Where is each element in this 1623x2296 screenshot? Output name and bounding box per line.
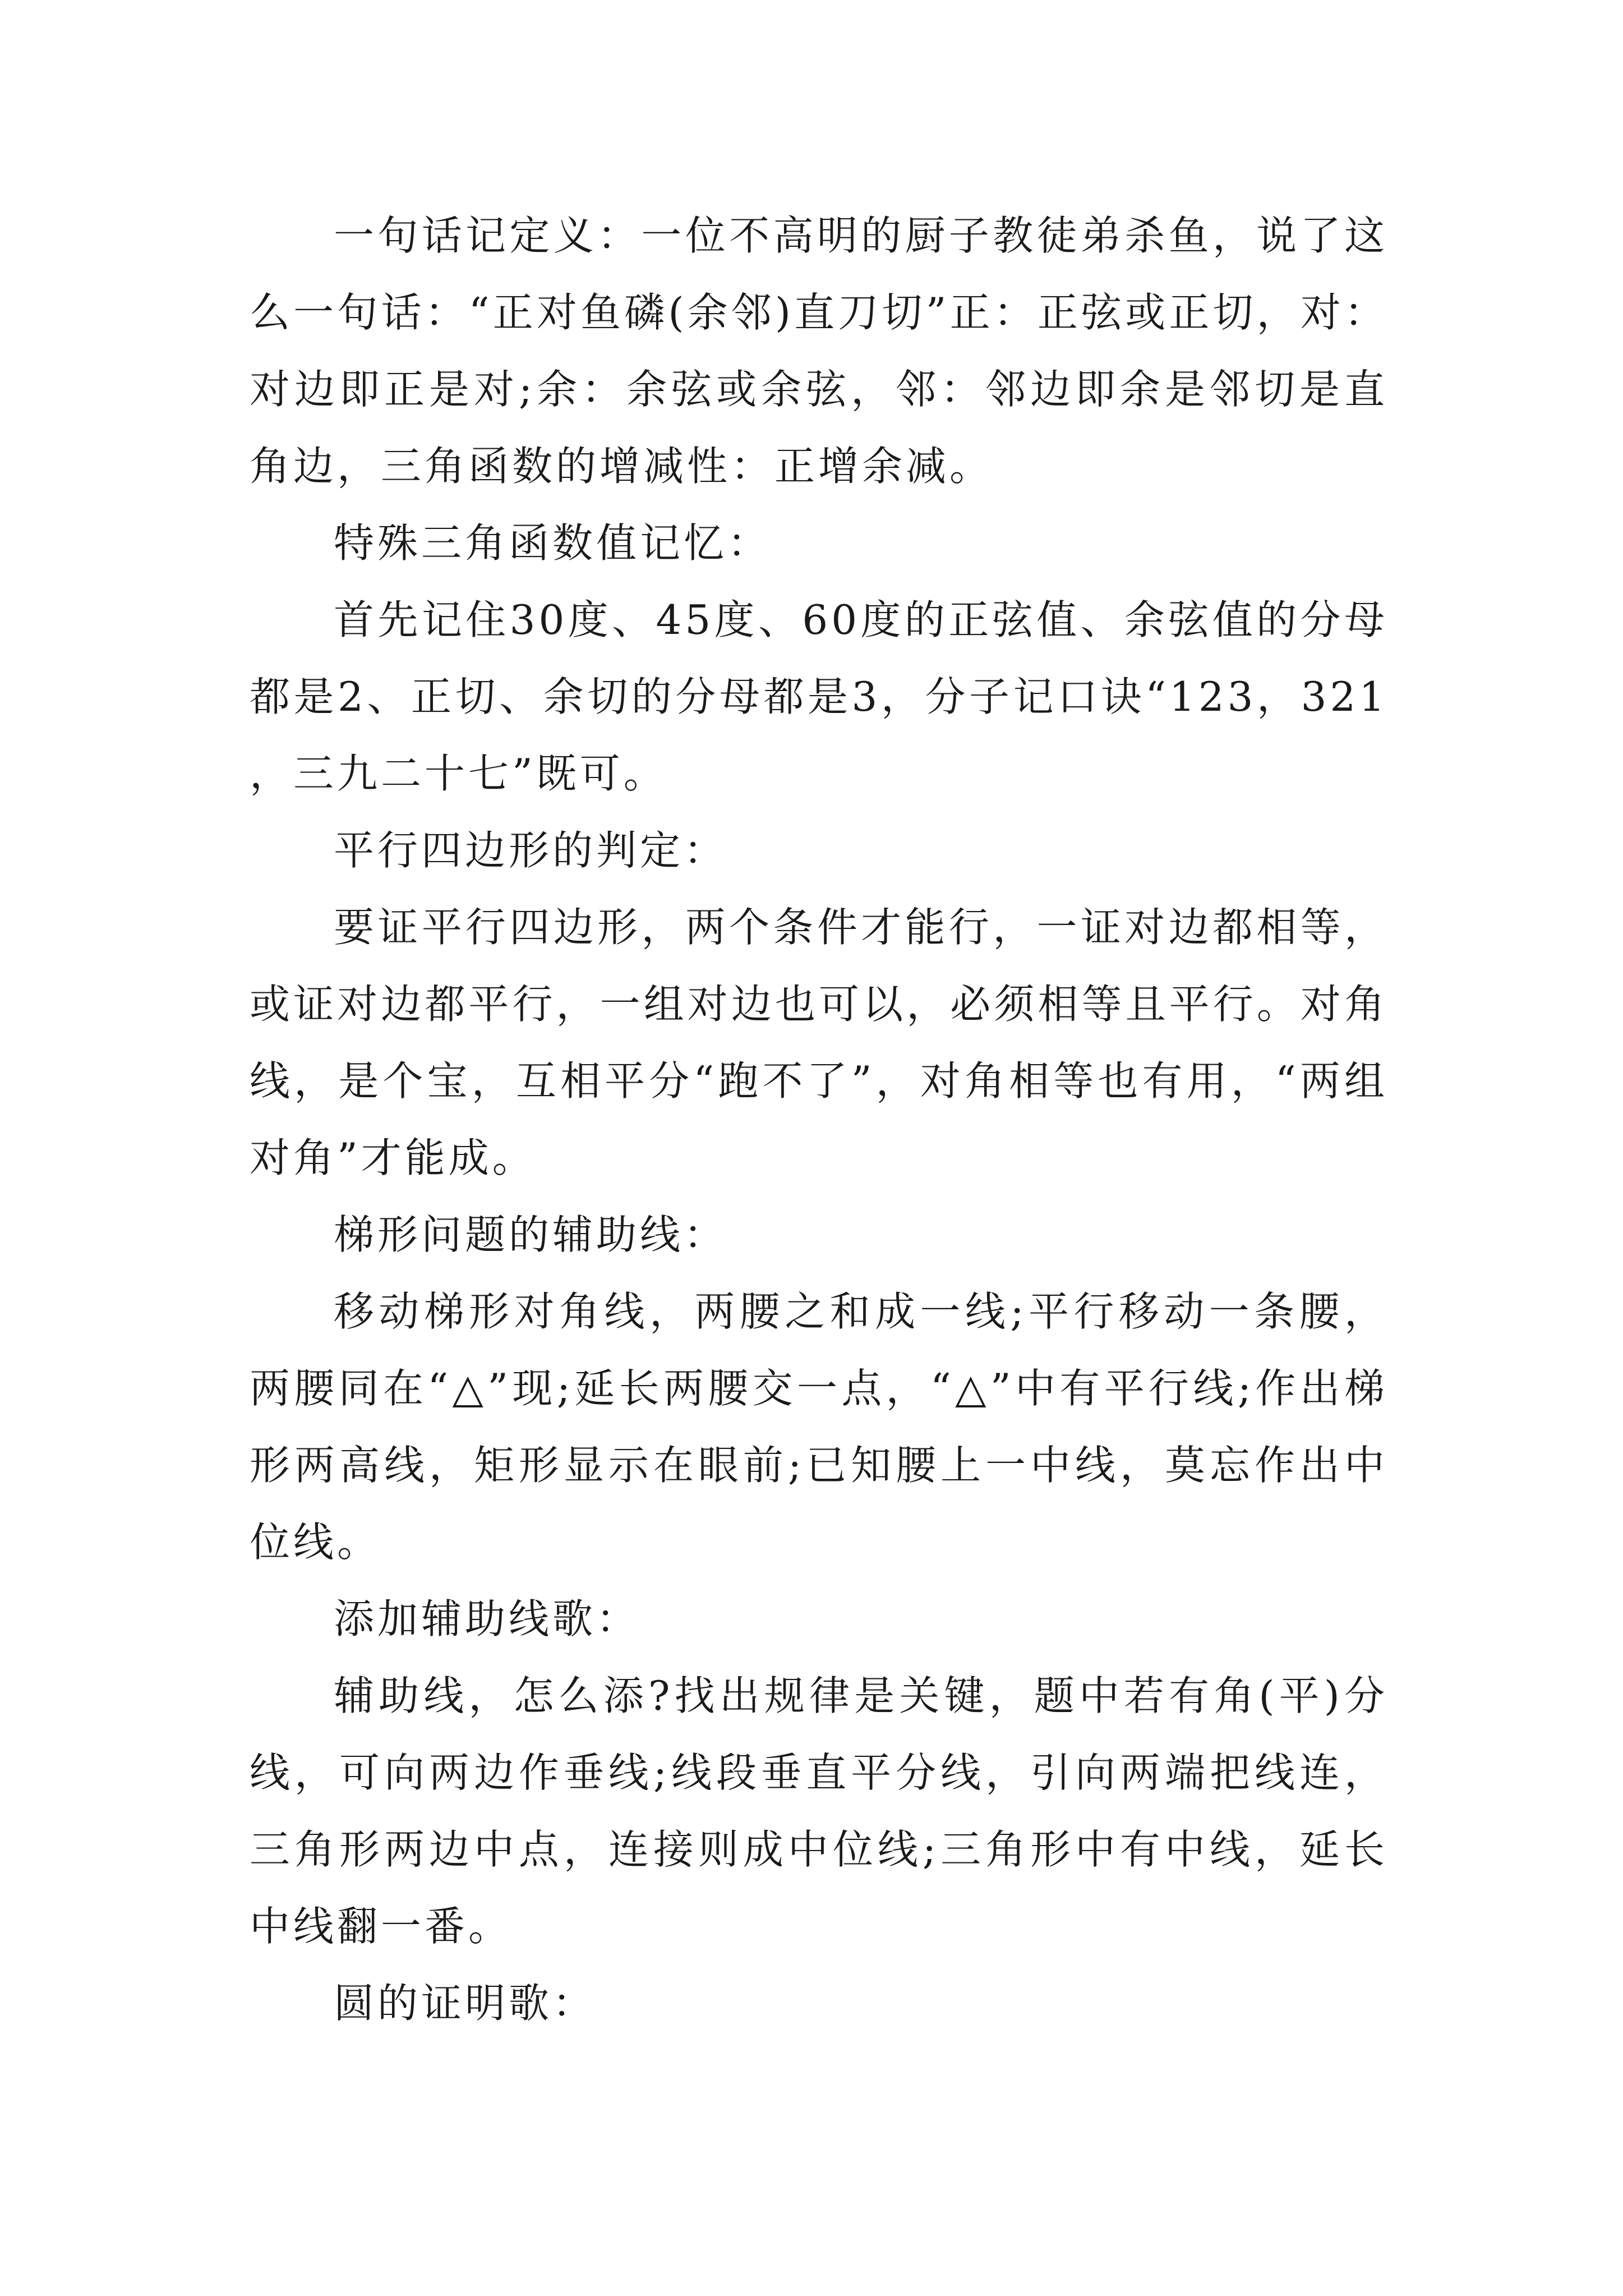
heading-special-trig-values: 特殊三角函数值记忆： — [334, 519, 772, 567]
document-body — [250, 197, 1388, 2042]
heading-circle-proof-song: 圆的证明歌： — [334, 1980, 597, 2027]
paragraph-trapezoid-auxiliary-lines: 移动梯形对角线，两腰之和成一线;平行移动一条腰，两腰同在“△”现;延长两腰交一点，“△”中有平行线;作出梯形两高线，矩形显示在眼前;已知腰上一中线，莫忘作出中位线。 — [250, 1288, 1388, 1566]
heading-parallelogram-criteria: 平行四边形的判定： — [334, 827, 728, 874]
paragraph-parallelogram-criteria: 要证平行四边形，两个条件才能行，一证对边都相等，或证对边都平行，一组对边也可以，必须相等且平行。对角线，是个宝，互相平分“跑不了”，对角相等也有用，“两组对角”才能成。 — [250, 904, 1388, 1181]
heading-trapezoid-auxiliary-lines: 梯形问题的辅助线： — [334, 1211, 728, 1258]
heading-auxiliary-line-song: 添加辅助线歌： — [334, 1595, 640, 1642]
paragraph-special-trig-values: 首先记住30度、45度、60度的正弦值、余弦值的分母都是2、正切、余切的分母都是3，分子记口诀“123，321，三九二十七”既可。 — [250, 596, 1388, 797]
paragraph-auxiliary-line-song: 辅助线，怎么添?找出规律是关键，题中若有角(平)分线，可向两边作垂线;线段垂直平分线，引向两端把线连，三角形两边中点，连接则成中位线;三角形中有中线，延长中线翻一番。 — [250, 1672, 1388, 1950]
paragraph-trig-definition-mnemonic: 一句话记定义：一位不高明的厨子教徒弟杀鱼，说了这么一句话：“正对鱼磷(余邻)直刀切”正：正弦或正切，对：对边即正是对;余：余弦或余弦，邻：邻边即余是邻切是直角边，三角函数的增减性：正增余减。 — [250, 212, 1388, 490]
